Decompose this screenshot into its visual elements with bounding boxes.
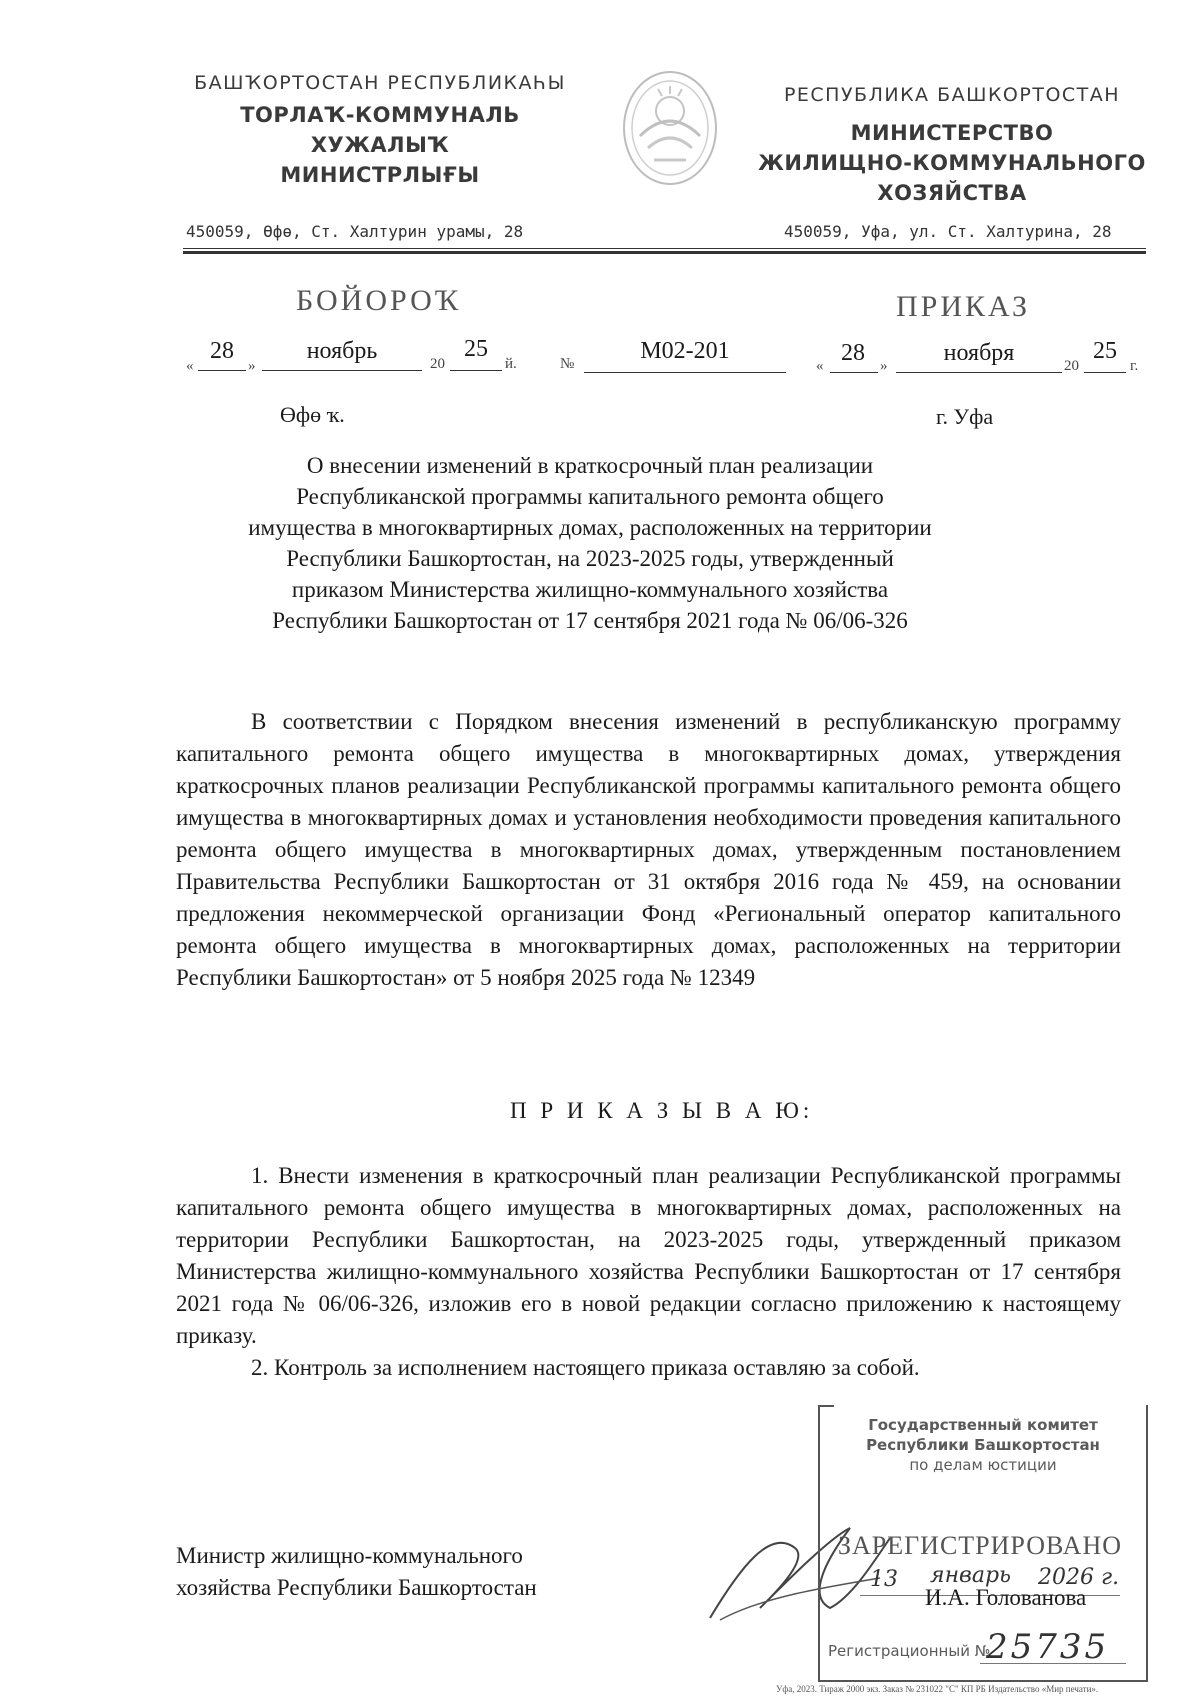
stamp-hand-year: 2026 г. [1038,1565,1120,1590]
date-right-month: ноября [943,340,1015,366]
date-left-day: 28 [210,338,234,364]
header-right-line1: РЕСПУБЛИКА БАШКОРТОСТАН [783,84,1121,106]
clause-item: 1. Внести изменения в краткосрочный план реализации Республиканской программы капитального ремонта общего имущества в многоквартирных домах, расположенных на территории Республики Башкортостан, на 2023-2025 годы, утвержденный приказом Министерства жилищно-коммунального хозяйства Республики Башкортостан от 17 сентября 2021 года № 06/06-326, изложив его в новой редакции согласно приложению к настоящему приказу. [176,1163,1121,1348]
date-right-month-line [896,372,1062,373]
date-left-year: 25 [464,336,488,362]
stamp-reg-label: Регистрационный № [828,1642,991,1660]
preamble [176,706,1121,994]
signature-position-line1: Министр жилищно-коммунального [176,1543,523,1568]
document-title [230,450,950,636]
number-line [584,372,786,373]
header-right [742,84,1162,208]
date-right-year: 25 [1093,338,1117,364]
signature-position [176,1540,537,1604]
doc-type-left: БОЙОРОҠ [296,284,462,317]
date-left-open-quote: « [186,358,194,374]
date-left-suffix: й. [505,356,517,372]
signature-name: И.А. Голованова [925,1585,1087,1610]
header-right-line3: ЖИЛИЩНО-КОММУНАЛЬНОГО [758,151,1146,175]
clauses [176,1160,1121,1384]
header-left-line3: ХУЖАЛЫҠ [310,133,450,157]
place-right: г. Уфа [936,404,994,429]
title-line: Республиканской программы капитального ремонта общего [296,484,884,509]
preamble-text: В соответствии с Порядком внесения изменений в республиканскую программу капитального ремонта общего имущества в многоквартирных домах, утверждения краткосрочных планов реализации Республиканской программы капитального ремонта общего имущества в многоквартирных домах и установления необходимости проведения капитального ремонта общего имущества в многоквартирных домах, утвержденным постановлением Правительства Республики Башкортостан от 31 октября 2016 года № 459, на основании предложения некоммерческой организации Фонд «Региональный оператор капитального ремонта общего имущества в многоквартирных домах, расположенных на территории Республики Башкортостан» от 5 ноября 2025 года № 12349 [176,709,1121,990]
title-line: приказом Министерства жилищно-коммунального хозяйства [291,577,889,602]
date-right-open-quote: « [816,358,824,374]
header-right-address: 450059, Уфа, ул. Ст. Халтурина, 28 [784,222,1112,241]
header-left [160,72,600,190]
date-left-month-line [262,370,422,371]
header-left-line2: ТОРЛАҠ-КОММУНАЛЬ [240,103,520,127]
header-rule-thin [183,248,1146,249]
date-right-close-quote: » [880,358,888,374]
printer-imprint: Уфа, 2023. Тираж 2000 экз. Заказ № 231022 "С" КП РБ Издательство «Мир печати». [776,1684,1099,1694]
signature-position-line2: хозяйства Республики Башкортостан [176,1575,537,1600]
registration-stamp [818,1405,1148,1682]
stamp-hand-month: январь [930,1563,1012,1588]
stamp-reg-line [980,1663,1126,1664]
coat-of-arms-emblem [618,66,722,190]
clause-item: 2. Контроль за исполнением настоящего приказа оставляю за собой. [251,1355,920,1380]
number-value: М02-201 [640,338,730,364]
date-left-close-quote: » [248,358,256,374]
coat-of-arms-icon [618,66,722,190]
header-right-line4: ХОЗЯЙСТВА [877,181,1027,205]
title-line: имущества в многоквартирных домах, расположенных на территории [248,515,932,540]
date-left-day-line [198,370,246,371]
date-left-year-line [450,370,502,371]
stamp-reg-number: 25735 [986,1627,1110,1667]
header-right-line2: МИНИСТЕРСТВО [850,121,1054,145]
stamp-line1: Государственный комитет [868,1416,1098,1434]
title-line: Республики Башкортостан, на 2023-2025 годы, утвержденный [286,546,894,571]
header-left-line1: БАШҠОРТОСТАН РЕСПУБЛИКАҺЫ [194,72,566,94]
stamp-hand-day: 13 [870,1567,898,1592]
date-right-day-line [830,372,878,373]
title-line: Республики Башкортостан от 17 сентября 2021 года № 06/06-326 [272,608,908,633]
header-left-address: 450059, Өфө, Ст. Халтурин урамы, 28 [186,222,524,241]
date-left-year-prefix: 20 [430,356,445,372]
header-rule-thick [183,251,1146,254]
place-left: Өфө ҡ. [280,402,345,427]
date-right-year-prefix: 20 [1064,358,1079,374]
header-left-line4: МИНИСТРЛЫҒЫ [280,163,480,187]
stamp-line2: Республики Башкортостан [866,1436,1100,1454]
date-right-day: 28 [841,340,865,366]
number-label: № [560,356,575,372]
date-left-month: ноябрь [306,338,378,364]
title-line: О внесении изменений в краткосрочный план реализации [306,453,874,478]
date-right-year-line [1084,372,1126,373]
stamp-heading [820,1415,1146,1475]
stamp-line3: по делам юстиции [909,1456,1057,1474]
order-word: П Р И К А З Ы В А Ю: [510,1098,814,1123]
stamp-registered: ЗАРЕГИСТРИРОВАНО [838,1531,1122,1560]
doc-type-right: ПРИКАЗ [896,290,1030,323]
date-right-suffix: г. [1130,358,1139,374]
